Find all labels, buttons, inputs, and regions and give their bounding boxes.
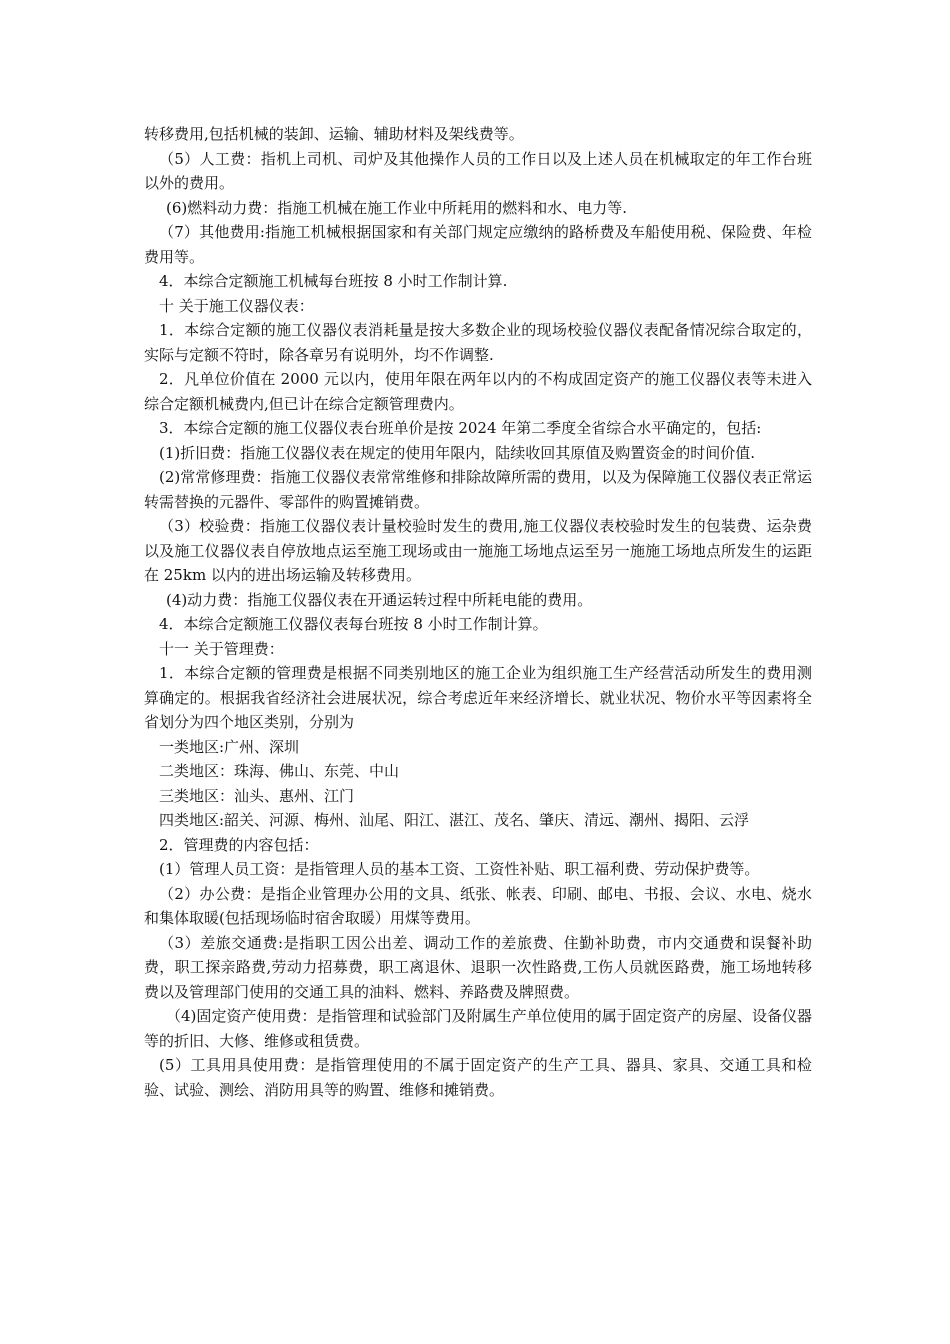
paragraph: 4．本综合定额施工仪器仪表每台班按 8 小时工作制计算。 xyxy=(159,615,548,633)
paragraph: （5）人工费：指机上司机、司炉及其他操作人员的工作日以及上述人员在机械取定的年工作台班以外的费用。 xyxy=(144,149,812,192)
paragraph: 3．本综合定额的施工仪器仪表台班单价是按 2024 年第二季度全省综合水平确定的，包括: xyxy=(159,419,762,437)
paragraph: (1)折旧费：指施工仪器仪表在规定的使用年限内，陆续收回其原值及购置资金的时间价值. xyxy=(159,443,756,462)
paragraph: 4．本综合定额施工机械每台班按 8 小时工作制计算. xyxy=(159,272,508,290)
paragraph: (5）工具用具使用费：是指管理使用的不属于固定资产的生产工具、器具、家具、交通工具和检验、试验、测绘、消防用具等的购置、维修和摊销费。 xyxy=(144,1056,812,1099)
paragraph: （7）其他费用:指施工机械根据国家和有关部门规定应缴纳的路桥费及车船使用税、保险费、年检费用等。 xyxy=(144,223,812,266)
list-item: 二类地区：珠海、佛山、东莞、中山 xyxy=(159,762,400,780)
paragraph: （4)固定资产使用费：是指管理和试验部门及附属生产单位使用的属于固定资产的房屋、设备仪器等的折旧、大修、维修或租赁费。 xyxy=(144,1007,812,1050)
paragraph: (4)动力费：指施工仪器仪表在开通运转过程中所耗电能的费用。 xyxy=(166,590,593,609)
section-heading: 十 关于施工仪器仪表： xyxy=(159,296,314,315)
paragraph: 1．本综合定额的施工仪器仪表消耗量是按大多数企业的现场校验仪器仪表配备情况综合取定的，实际与定额不符时，除各章另有说明外，均不作调整. xyxy=(144,321,812,364)
paragraph: 2．管理费的内容包括： xyxy=(159,835,319,854)
paragraph: (6)燃料动力费：指施工机械在施工作业中所耗用的燃料和水、电力等. xyxy=(166,198,628,217)
section-heading: 十一 关于管理费： xyxy=(159,639,284,658)
list-item: 三类地区：汕头、惠州、江门 xyxy=(159,786,355,805)
paragraph: (1）管理人员工资：是指管理人员的基本工资、工资性补贴、职工福利费、劳动保护费等。 xyxy=(159,860,760,878)
paragraph: （2）办公费：是指企业管理办公用的文具、纸张、帐表、印刷、邮电、书报、会议、水电、烧水和集体取暖(包括现场临时宿舍取暖）用煤等费用。 xyxy=(144,884,812,927)
paragraph: （3）校验费：指施工仪器仪表计量校验时发生的费用,施工仪器仪表校验时发生的包装费、运杂费以及施工仪器仪表自停放地点运至施工现场或由一施施工场地点运至另一施施工场地点所发生的运距在 25km 以内的进出场运输及转移费用。 xyxy=(144,517,812,584)
paragraph: (2)常常修理费：指施工仪器仪表常常维修和排除故障所需的费用，以及为保障施工仪器仪表正常运转需替换的元器件、零部件的购置摊销费。 xyxy=(144,468,812,511)
paragraph: （3）差旅交通费:是指职工因公出差、调动工作的差旅费、住勤补助费，市内交通费和误餐补助费，职工探亲路费,劳动力招募费，职工离退休、退职一次性路费,工伤人员就医路费，施工场地转移费以及管理部门使用的交通工具的油料、燃料、养路费及牌照费。 xyxy=(144,933,812,1001)
list-item: 一类地区:广州、深圳 xyxy=(159,737,300,756)
document-body xyxy=(144,122,812,1102)
paragraph: 2．凡单位价值在 2000 元以内，使用年限在两年以内的不构成固定资产的施工仪器仪表等未进入综合定额机械费内,但已计在综合定额管理费内。 xyxy=(144,370,812,413)
list-item: 四类地区:韶关、河源、梅州、汕尾、阳江、湛江、茂名、肇庆、清远、潮州、揭阳、云浮 xyxy=(159,811,750,829)
paragraph: 1．本综合定额的管理费是根据不同类别地区的施工企业为组织施工生产经营活动所发生的费用测算确定的。根据我省经济社会进展状况，综合考虑近年来经济增长、就业状况、物价水平等因素将全省划分为四个地区类别，分别为 xyxy=(144,664,812,731)
paragraph: 转移费用,包括机械的装卸、运输、辅助材料及架线费等。 xyxy=(144,125,524,143)
